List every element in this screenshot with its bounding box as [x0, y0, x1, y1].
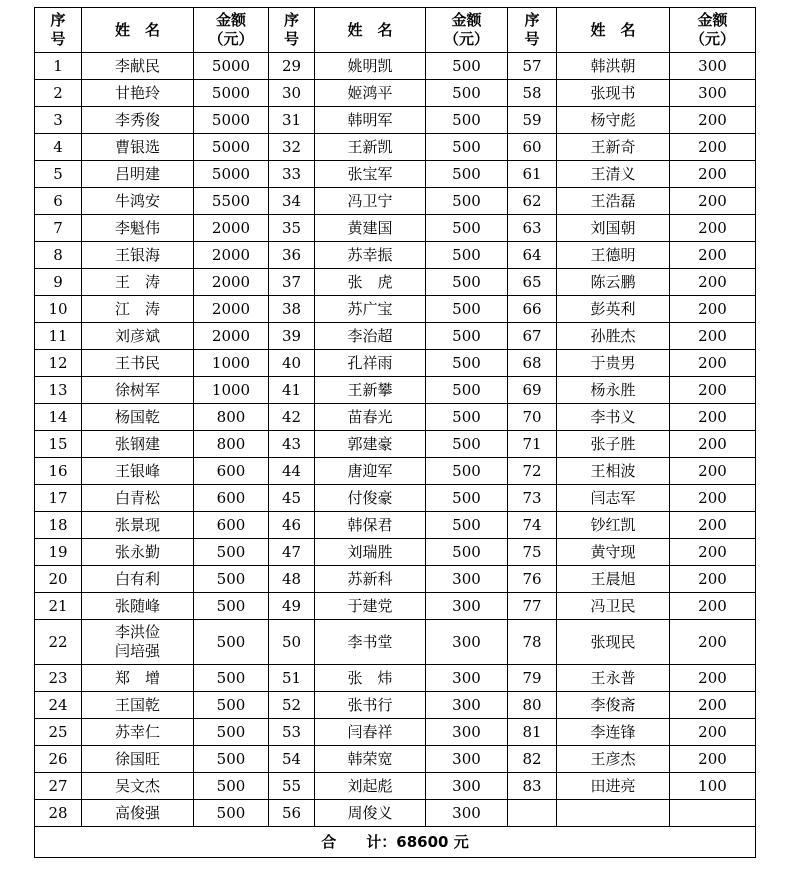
- amount-cell: 200: [670, 404, 756, 431]
- name-cell: 于贵男: [557, 350, 670, 377]
- amount-cell: 500: [426, 80, 508, 107]
- amount-cell: 500: [194, 773, 269, 800]
- seq-cell: 70: [508, 404, 557, 431]
- table-row: [35, 296, 756, 323]
- seq-cell: 53: [269, 719, 315, 746]
- name-cell: 王浩磊: [557, 188, 670, 215]
- header-seq-1: 序 号: [35, 8, 82, 53]
- seq-cell: 36: [269, 242, 315, 269]
- name-cell: 韩洪朝: [557, 53, 670, 80]
- name-cell: 王银海: [82, 242, 194, 269]
- amount-cell: 500: [194, 800, 269, 827]
- seq-cell: 62: [508, 188, 557, 215]
- seq-cell: 68: [508, 350, 557, 377]
- seq-cell: 67: [508, 323, 557, 350]
- seq-cell: 12: [35, 350, 82, 377]
- name-cell: 张宝军: [315, 161, 426, 188]
- amount-cell: 300: [426, 719, 508, 746]
- name-cell: 张现民: [557, 620, 670, 665]
- name-cell: 王新攀: [315, 377, 426, 404]
- table-row: [35, 512, 756, 539]
- name-cell: 李书堂: [315, 620, 426, 665]
- name-cell: 李魁伟: [82, 215, 194, 242]
- amount-cell: 200: [670, 593, 756, 620]
- seq-cell: 24: [35, 692, 82, 719]
- amount-cell: 600: [194, 512, 269, 539]
- amount-cell: 200: [670, 215, 756, 242]
- name-cell: 王新奇: [557, 134, 670, 161]
- seq-cell: 8: [35, 242, 82, 269]
- amount-cell: 200: [670, 269, 756, 296]
- name-cell: 冯卫宁: [315, 188, 426, 215]
- name-cell: 李秀俊: [82, 107, 194, 134]
- amount-cell: 500: [426, 539, 508, 566]
- name-cell: 张书行: [315, 692, 426, 719]
- seq-cell: 55: [269, 773, 315, 800]
- amount-cell: 100: [670, 773, 756, 800]
- name-cell: 郑 增: [82, 665, 194, 692]
- seq-cell: 61: [508, 161, 557, 188]
- table-row: [35, 431, 756, 458]
- seq-cell: 46: [269, 512, 315, 539]
- amount-cell: 200: [670, 431, 756, 458]
- seq-cell: 9: [35, 269, 82, 296]
- name-cell: 杨守彪: [557, 107, 670, 134]
- amount-cell: 1000: [194, 350, 269, 377]
- name-cell: 黄建国: [315, 215, 426, 242]
- seq-cell: 45: [269, 485, 315, 512]
- table-row: [35, 107, 756, 134]
- amount-cell: 600: [194, 458, 269, 485]
- name-cell: 张随峰: [82, 593, 194, 620]
- seq-cell: 41: [269, 377, 315, 404]
- amount-cell: 200: [670, 377, 756, 404]
- name-cell: 苏幸振: [315, 242, 426, 269]
- amount-cell: 500: [426, 296, 508, 323]
- amount-cell: [670, 800, 756, 827]
- seq-cell: 83: [508, 773, 557, 800]
- table-row: [35, 323, 756, 350]
- table-row: [35, 188, 756, 215]
- name-cell: 陈云鹏: [557, 269, 670, 296]
- amount-cell: 200: [670, 512, 756, 539]
- name-cell: 冯卫民: [557, 593, 670, 620]
- seq-cell: 26: [35, 746, 82, 773]
- table-row: [35, 134, 756, 161]
- seq-cell: 5: [35, 161, 82, 188]
- seq-cell: 39: [269, 323, 315, 350]
- name-cell: 王清义: [557, 161, 670, 188]
- seq-cell: 58: [508, 80, 557, 107]
- amount-cell: 500: [426, 431, 508, 458]
- name-cell: [557, 800, 670, 827]
- table-row: [35, 215, 756, 242]
- total-label: 合 计：68600 元: [35, 827, 756, 858]
- seq-cell: 79: [508, 665, 557, 692]
- name-cell: 张景现: [82, 512, 194, 539]
- table-row: [35, 80, 756, 107]
- amount-cell: 300: [426, 620, 508, 665]
- total-row: [35, 827, 756, 858]
- seq-cell: 33: [269, 161, 315, 188]
- header-seq-2: 序 号: [269, 8, 315, 53]
- seq-cell: 22: [35, 620, 82, 665]
- amount-cell: 300: [426, 566, 508, 593]
- seq-cell: 6: [35, 188, 82, 215]
- table-row: [35, 800, 756, 827]
- seq-cell: 3: [35, 107, 82, 134]
- name-cell: 牛鸿安: [82, 188, 194, 215]
- table-row: [35, 161, 756, 188]
- name-cell: 王银峰: [82, 458, 194, 485]
- seq-cell: 80: [508, 692, 557, 719]
- amount-cell: 800: [194, 404, 269, 431]
- name-cell: 张子胜: [557, 431, 670, 458]
- seq-cell: 77: [508, 593, 557, 620]
- seq-cell: 15: [35, 431, 82, 458]
- seq-cell: 75: [508, 539, 557, 566]
- seq-cell: 2: [35, 80, 82, 107]
- amount-cell: 500: [426, 242, 508, 269]
- amount-cell: 300: [426, 692, 508, 719]
- name-cell: 郭建豪: [315, 431, 426, 458]
- table-row: [35, 53, 756, 80]
- name-cell: 王相波: [557, 458, 670, 485]
- amount-cell: 200: [670, 242, 756, 269]
- amount-cell: 200: [670, 692, 756, 719]
- seq-cell: 65: [508, 269, 557, 296]
- amount-cell: 1000: [194, 377, 269, 404]
- table-row: [35, 719, 756, 746]
- name-cell: 吕明建: [82, 161, 194, 188]
- name-cell: 孙胜杰: [557, 323, 670, 350]
- table-row: [35, 539, 756, 566]
- seq-cell: 18: [35, 512, 82, 539]
- header-amount-1: 金额 （元）: [194, 8, 269, 53]
- table-row: [35, 566, 756, 593]
- name-cell: 苏新科: [315, 566, 426, 593]
- seq-cell: 60: [508, 134, 557, 161]
- table-row: [35, 746, 756, 773]
- name-cell: 钞红凯: [557, 512, 670, 539]
- amount-cell: 500: [426, 134, 508, 161]
- seq-cell: 52: [269, 692, 315, 719]
- seq-cell: 71: [508, 431, 557, 458]
- seq-cell: 37: [269, 269, 315, 296]
- amount-cell: 200: [670, 719, 756, 746]
- name-cell: 高俊强: [82, 800, 194, 827]
- seq-cell: 44: [269, 458, 315, 485]
- header-name-2: 姓 名: [315, 8, 426, 53]
- amount-cell: 200: [670, 350, 756, 377]
- seq-cell: 7: [35, 215, 82, 242]
- name-cell: 李俊斋: [557, 692, 670, 719]
- amount-cell: 500: [194, 539, 269, 566]
- seq-cell: 59: [508, 107, 557, 134]
- amount-cell: 500: [426, 53, 508, 80]
- seq-cell: 64: [508, 242, 557, 269]
- amount-cell: 2000: [194, 296, 269, 323]
- header-name-1: 姓 名: [82, 8, 194, 53]
- name-cell: 徐树军: [82, 377, 194, 404]
- amount-cell: 500: [426, 323, 508, 350]
- name-cell: 姚明凯: [315, 53, 426, 80]
- seq-cell: 56: [269, 800, 315, 827]
- amount-cell: 2000: [194, 242, 269, 269]
- amount-cell: 300: [426, 773, 508, 800]
- header-row: [35, 8, 756, 53]
- table-row: [35, 485, 756, 512]
- amount-cell: 500: [194, 746, 269, 773]
- amount-cell: 500: [194, 719, 269, 746]
- seq-cell: 17: [35, 485, 82, 512]
- seq-cell: 66: [508, 296, 557, 323]
- table-row: [35, 377, 756, 404]
- seq-cell: 47: [269, 539, 315, 566]
- seq-cell: 25: [35, 719, 82, 746]
- seq-cell: 63: [508, 215, 557, 242]
- seq-cell: 21: [35, 593, 82, 620]
- amount-cell: 500: [426, 107, 508, 134]
- amount-cell: 200: [670, 188, 756, 215]
- seq-cell: 49: [269, 593, 315, 620]
- name-cell: 韩明军: [315, 107, 426, 134]
- name-cell: 王国乾: [82, 692, 194, 719]
- name-cell: 闫志军: [557, 485, 670, 512]
- amount-cell: 500: [194, 692, 269, 719]
- seq-cell: 82: [508, 746, 557, 773]
- seq-cell: 16: [35, 458, 82, 485]
- seq-cell: 78: [508, 620, 557, 665]
- amount-cell: 200: [670, 746, 756, 773]
- amount-cell: 2000: [194, 323, 269, 350]
- amount-cell: 500: [426, 377, 508, 404]
- name-cell: 于建党: [315, 593, 426, 620]
- amount-cell: 600: [194, 485, 269, 512]
- seq-cell: 32: [269, 134, 315, 161]
- seq-cell: 57: [508, 53, 557, 80]
- amount-cell: 500: [194, 593, 269, 620]
- name-cell: 王 涛: [82, 269, 194, 296]
- seq-cell: 73: [508, 485, 557, 512]
- amount-cell: 500: [426, 458, 508, 485]
- seq-cell: 74: [508, 512, 557, 539]
- table-body: [35, 8, 756, 858]
- name-cell: 吴文杰: [82, 773, 194, 800]
- name-cell: 闫春祥: [315, 719, 426, 746]
- table-row: [35, 620, 756, 665]
- name-cell: 李献民: [82, 53, 194, 80]
- name-cell: 张 虎: [315, 269, 426, 296]
- seq-cell: 11: [35, 323, 82, 350]
- amount-cell: 500: [426, 215, 508, 242]
- amount-cell: 200: [670, 323, 756, 350]
- seq-cell: 72: [508, 458, 557, 485]
- name-line: 闫培强: [114, 642, 160, 660]
- amount-cell: 500: [426, 188, 508, 215]
- seq-cell: 14: [35, 404, 82, 431]
- name-cell: 刘国朝: [557, 215, 670, 242]
- table-row: [35, 665, 756, 692]
- amount-cell: 200: [670, 134, 756, 161]
- seq-cell: 29: [269, 53, 315, 80]
- name-cell: 苏幸仁: [82, 719, 194, 746]
- name-cell: 王书民: [82, 350, 194, 377]
- name-cell: 曹银选: [82, 134, 194, 161]
- header-amount-2: 金额 （元）: [426, 8, 508, 53]
- table-row: [35, 458, 756, 485]
- amount-cell: 300: [426, 746, 508, 773]
- amount-cell: 300: [426, 593, 508, 620]
- amount-cell: 500: [426, 404, 508, 431]
- name-cell: 江 涛: [82, 296, 194, 323]
- amount-cell: 2000: [194, 215, 269, 242]
- amount-cell: 200: [670, 665, 756, 692]
- seq-cell: 4: [35, 134, 82, 161]
- name-cell: 王晨旭: [557, 566, 670, 593]
- seq-cell: [508, 800, 557, 827]
- table-row: [35, 350, 756, 377]
- seq-cell: 43: [269, 431, 315, 458]
- table-row: [35, 242, 756, 269]
- seq-cell: 40: [269, 350, 315, 377]
- name-cell: 刘彦斌: [82, 323, 194, 350]
- seq-cell: 76: [508, 566, 557, 593]
- amount-cell: 5500: [194, 188, 269, 215]
- seq-cell: 50: [269, 620, 315, 665]
- amount-cell: 300: [670, 53, 756, 80]
- amount-cell: 500: [194, 620, 269, 665]
- name-cell: 李书义: [557, 404, 670, 431]
- seq-cell: 81: [508, 719, 557, 746]
- name-cell: 杨永胜: [557, 377, 670, 404]
- name-cell: 王彦杰: [557, 746, 670, 773]
- name-cell: 徐国旺: [82, 746, 194, 773]
- name-cell: 王新凯: [315, 134, 426, 161]
- amount-cell: 5000: [194, 80, 269, 107]
- name-cell: 张钢建: [82, 431, 194, 458]
- seq-cell: 48: [269, 566, 315, 593]
- amount-cell: 5000: [194, 134, 269, 161]
- seq-cell: 30: [269, 80, 315, 107]
- amount-cell: 200: [670, 539, 756, 566]
- name-cell: 唐迎军: [315, 458, 426, 485]
- seq-cell: 28: [35, 800, 82, 827]
- seq-cell: 54: [269, 746, 315, 773]
- name-cell: 刘瑞胜: [315, 539, 426, 566]
- seq-cell: 38: [269, 296, 315, 323]
- header-name-3: 姓 名: [557, 8, 670, 53]
- name-cell: 周俊义: [315, 800, 426, 827]
- amount-cell: 5000: [194, 107, 269, 134]
- seq-cell: 51: [269, 665, 315, 692]
- amount-cell: 300: [426, 665, 508, 692]
- seq-cell: 13: [35, 377, 82, 404]
- name-cell: [82, 620, 194, 665]
- amount-cell: 200: [670, 107, 756, 134]
- name-cell: 李治超: [315, 323, 426, 350]
- amount-cell: 200: [670, 620, 756, 665]
- header-amount-3: 金额 （元）: [670, 8, 756, 53]
- amount-cell: 200: [670, 566, 756, 593]
- table-row: [35, 692, 756, 719]
- name-cell: 王永普: [557, 665, 670, 692]
- amount-cell: 500: [426, 350, 508, 377]
- name-cell: 田进亮: [557, 773, 670, 800]
- seq-cell: 27: [35, 773, 82, 800]
- name-cell: 苗春光: [315, 404, 426, 431]
- seq-cell: 1: [35, 53, 82, 80]
- seq-cell: 19: [35, 539, 82, 566]
- table-row: [35, 404, 756, 431]
- seq-cell: 34: [269, 188, 315, 215]
- table-row: [35, 593, 756, 620]
- amount-cell: 5000: [194, 161, 269, 188]
- name-cell: 刘起彪: [315, 773, 426, 800]
- name-cell: 张 炜: [315, 665, 426, 692]
- seq-cell: 31: [269, 107, 315, 134]
- seq-cell: 69: [508, 377, 557, 404]
- amount-cell: 2000: [194, 269, 269, 296]
- amount-cell: 5000: [194, 53, 269, 80]
- table-row: [35, 773, 756, 800]
- name-cell: 韩荣宽: [315, 746, 426, 773]
- name-cell: 孔祥雨: [315, 350, 426, 377]
- amount-cell: 200: [670, 485, 756, 512]
- amount-cell: 500: [194, 566, 269, 593]
- name-cell: 苏广宝: [315, 296, 426, 323]
- amount-cell: 200: [670, 296, 756, 323]
- amount-cell: 500: [194, 665, 269, 692]
- amount-cell: 500: [426, 485, 508, 512]
- name-cell: 张永勤: [82, 539, 194, 566]
- amount-cell: 300: [670, 80, 756, 107]
- amount-cell: 500: [426, 161, 508, 188]
- donation-table: [34, 7, 756, 858]
- seq-cell: 10: [35, 296, 82, 323]
- name-cell: 姬鸿平: [315, 80, 426, 107]
- name-cell: 白有利: [82, 566, 194, 593]
- amount-cell: 500: [426, 512, 508, 539]
- seq-cell: 42: [269, 404, 315, 431]
- amount-cell: 200: [670, 161, 756, 188]
- name-cell: 韩保君: [315, 512, 426, 539]
- name-cell: 付俊豪: [315, 485, 426, 512]
- table-row: [35, 269, 756, 296]
- amount-cell: 300: [426, 800, 508, 827]
- amount-cell: 800: [194, 431, 269, 458]
- name-cell: 彭英利: [557, 296, 670, 323]
- name-cell: 杨国乾: [82, 404, 194, 431]
- amount-cell: 200: [670, 458, 756, 485]
- name-cell: 李连锋: [557, 719, 670, 746]
- name-cell: 甘艳玲: [82, 80, 194, 107]
- seq-cell: 35: [269, 215, 315, 242]
- name-cell: 黄守现: [557, 539, 670, 566]
- name-cell: 张现书: [557, 80, 670, 107]
- amount-cell: 500: [426, 269, 508, 296]
- name-cell: 王德明: [557, 242, 670, 269]
- header-seq-3: 序 号: [508, 8, 557, 53]
- seq-cell: 23: [35, 665, 82, 692]
- name-cell: 白青松: [82, 485, 194, 512]
- name-line: 李洪俭: [114, 623, 160, 641]
- seq-cell: 20: [35, 566, 82, 593]
